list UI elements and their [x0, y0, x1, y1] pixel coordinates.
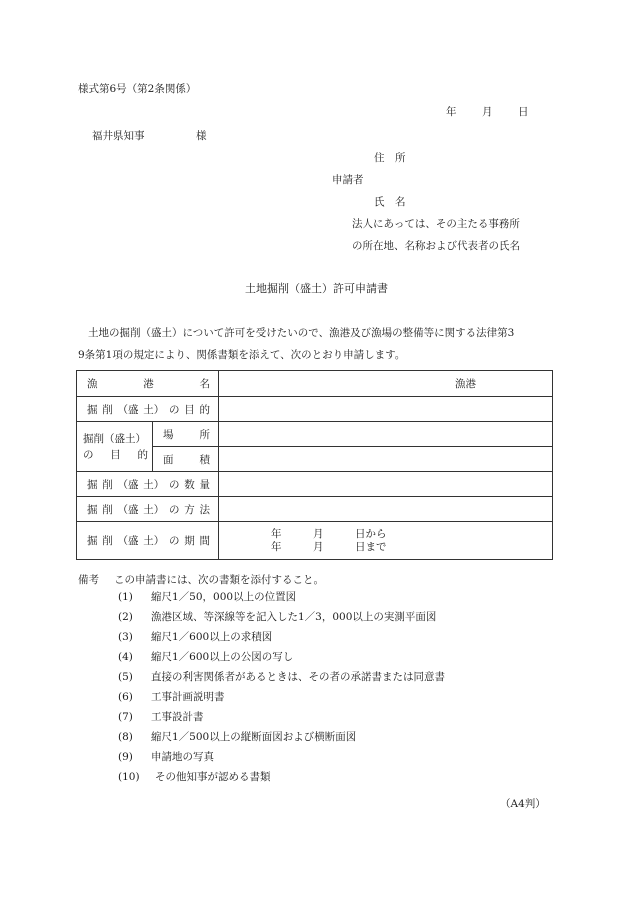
list-item-text: 工事計画説明書 — [151, 691, 225, 703]
label-char: 掘 — [87, 478, 98, 491]
label-char: 所 — [199, 428, 210, 441]
list-item-number: (10) — [118, 771, 140, 783]
label-char: 掘 — [87, 403, 98, 416]
body-line2: 9条第1項の規定により、関係書類を添えて、次のとおり申請します。 — [78, 349, 406, 361]
period-from-month: 月 — [313, 527, 324, 540]
label-char: （盛 — [117, 478, 139, 491]
list-item-text: 縮尺1／500以上の縦断面図および横断面図 — [151, 731, 357, 743]
address-label: 住 所 — [374, 152, 406, 164]
label-char: の — [169, 403, 180, 416]
row-quantity — [77, 472, 553, 497]
label-char: 面 — [163, 453, 174, 466]
row-purpose — [77, 397, 553, 422]
label-char: 土） — [143, 535, 165, 547]
corporate-note-line1: 法人にあっては、その主たる事務所 — [352, 218, 520, 230]
label-char: 掘 — [87, 503, 98, 516]
list-item-text: 縮尺1／600以上の求積図 — [151, 631, 273, 643]
label-char: （盛 — [117, 535, 139, 547]
port-name-value[interactable] — [219, 371, 553, 397]
label-char: 場 — [163, 428, 174, 441]
port-suffix: 漁港 — [455, 378, 476, 390]
quantity-value[interactable] — [219, 472, 553, 497]
place-label — [153, 422, 219, 447]
list-item-number: (5) — [118, 671, 133, 683]
list-item-number: (8) — [118, 731, 133, 743]
period-from-day: 日から — [355, 527, 387, 540]
label-char: 数 — [184, 478, 195, 491]
row-target-place — [77, 422, 553, 447]
purpose-value[interactable] — [219, 397, 553, 422]
list-item-text: 申請地の写真 — [151, 751, 214, 763]
application-table — [76, 370, 553, 560]
period-from — [271, 528, 552, 541]
label-char: 名 — [199, 378, 210, 390]
label-char: 土） — [143, 503, 165, 516]
label-char: 削 — [102, 403, 113, 416]
paper-size: （A4判） — [500, 798, 546, 810]
target-label-line1: 掘削（盛土） — [83, 432, 146, 445]
label-char: 的 — [199, 403, 210, 416]
list-item-number: (7) — [118, 711, 133, 723]
label-char: 的 — [137, 448, 148, 461]
list-item — [118, 587, 445, 607]
label-char: 削 — [102, 478, 113, 491]
method-label — [77, 497, 219, 522]
label-char: 削 — [102, 503, 113, 516]
form-number: 様式第6号（第2条関係） — [78, 83, 197, 95]
list-item — [118, 707, 445, 727]
list-item — [118, 767, 445, 787]
list-item-number: (6) — [118, 691, 133, 703]
label-char: 間 — [199, 535, 210, 547]
row-period — [77, 522, 553, 560]
label-char: 積 — [199, 453, 210, 466]
label-char: 法 — [199, 503, 210, 516]
addressee-honorific: 様 — [196, 130, 207, 142]
list-item-text: その他知事が認める書類 — [155, 771, 271, 783]
label-char: の — [169, 478, 180, 491]
label-char: の — [169, 503, 180, 516]
list-item — [118, 647, 445, 667]
label-char: の — [83, 448, 94, 461]
list-item-text: 漁港区域、等深線等を記入した1／3，000以上の実測平面図 — [151, 611, 437, 623]
purpose-label — [77, 397, 219, 422]
list-item — [118, 667, 445, 687]
date-day: 日 — [518, 106, 529, 118]
place-value[interactable] — [219, 422, 553, 447]
label-char: （盛 — [117, 403, 139, 416]
period-from-year: 年 — [271, 527, 282, 540]
label-char: 漁 — [87, 378, 98, 390]
label-char: 目 — [110, 448, 121, 461]
period-label — [77, 522, 219, 560]
area-value[interactable] — [219, 447, 553, 472]
list-item-text: 直接の利害関係者があるときは、その者の承諾書または同意書 — [151, 671, 445, 683]
date-year: 年 — [446, 106, 457, 118]
label-char: の — [169, 535, 180, 547]
area-label — [153, 447, 219, 472]
corporate-note-line2: の所在地、名称および代表者の氏名 — [352, 240, 520, 252]
body-line1: 土地の掘削（盛土）について許可を受けたいので、漁港及び漁場の整備等に関する法律第3 — [88, 327, 515, 339]
list-item-text: 工事設計書 — [151, 711, 204, 723]
quantity-label — [77, 472, 219, 497]
label-char: 期 — [184, 535, 195, 547]
list-item-text: 縮尺1／50，000以上の位置図 — [151, 591, 297, 603]
label-char: 削 — [102, 535, 113, 547]
name-label: 氏 名 — [374, 196, 406, 208]
period-value[interactable] — [219, 522, 553, 560]
row-method — [77, 497, 553, 522]
list-item — [118, 627, 445, 647]
label-char: （盛 — [117, 503, 139, 516]
label-char: 港 — [143, 378, 154, 390]
applicant-label: 申請者 — [332, 174, 364, 186]
list-item-number: (2) — [118, 611, 133, 623]
row-port-name — [77, 371, 553, 397]
list-item-text: 縮尺1／600以上の公図の写し — [151, 651, 294, 663]
remarks-intro: この申請書には、次の書類を添付すること。 — [114, 574, 324, 586]
list-item — [118, 747, 445, 767]
addressee-governor: 福井県知事 — [92, 130, 145, 142]
remarks-label: 備考 — [78, 574, 99, 586]
period-to-year: 年 — [271, 540, 282, 553]
label-char: 目 — [184, 403, 195, 416]
label-char: 土） — [143, 478, 165, 491]
list-item — [118, 727, 445, 747]
label-char: 土） — [143, 403, 165, 416]
period-to-month: 月 — [313, 540, 324, 553]
list-item-number: (9) — [118, 751, 133, 763]
list-item-number: (1) — [118, 591, 133, 603]
document-title: 土地掘削（盛土）許可申請書 — [245, 282, 388, 295]
label-char: 方 — [184, 503, 195, 516]
method-value[interactable] — [219, 497, 553, 522]
attachment-list — [118, 587, 445, 787]
list-item — [118, 687, 445, 707]
list-item-number: (4) — [118, 651, 133, 663]
list-item — [118, 607, 445, 627]
date-month: 月 — [482, 106, 493, 118]
target-label — [77, 422, 153, 472]
port-name-label — [77, 371, 219, 397]
list-item-number: (3) — [118, 631, 133, 643]
label-char: 量 — [199, 478, 210, 491]
period-to — [271, 541, 552, 554]
label-char: 掘 — [87, 535, 98, 547]
period-to-day: 日まで — [355, 540, 387, 553]
